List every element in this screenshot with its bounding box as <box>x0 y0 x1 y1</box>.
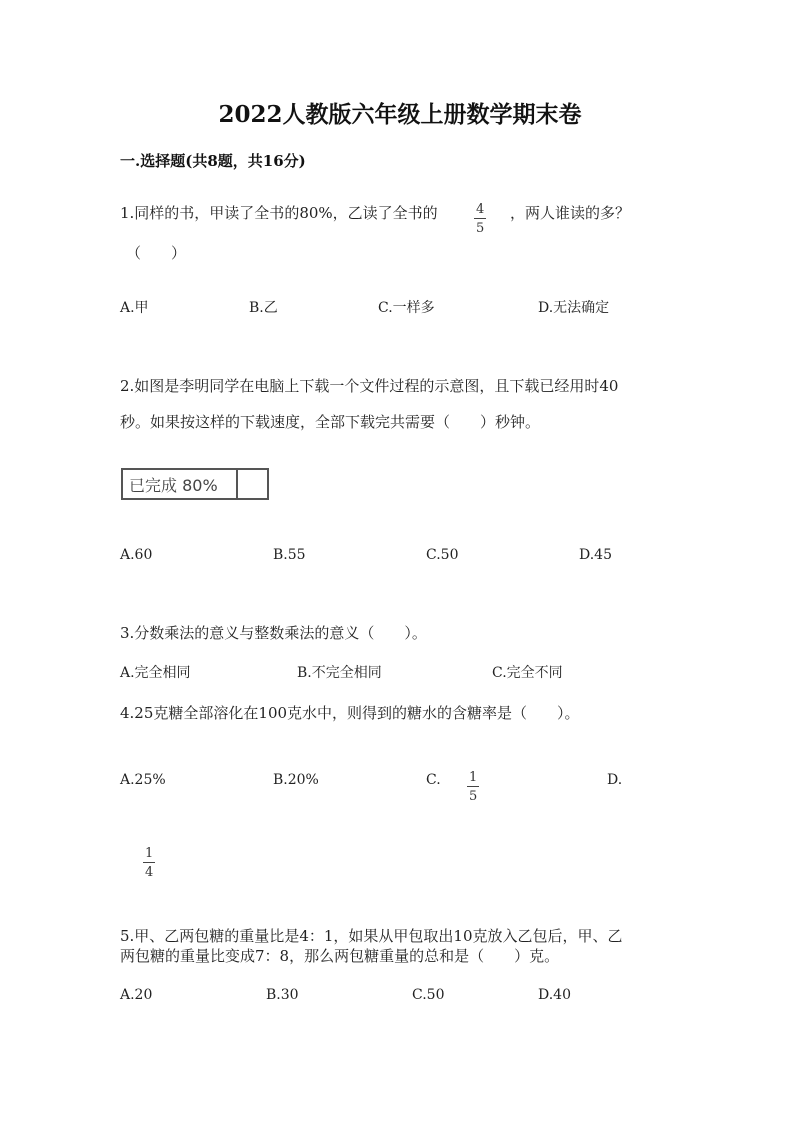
fraction-denominator: 4 <box>145 865 154 880</box>
fraction-numerator: 1 <box>469 770 478 785</box>
question-1-option-a[interactable]: A.甲 <box>120 300 149 316</box>
download-progress-fill <box>123 470 238 498</box>
question-4-stem: 4.25克糖全部溶化在100克水中，则得到的糖水的含糖率是（ ）。 <box>120 704 580 722</box>
question-4-option-a[interactable]: A.25% <box>120 772 166 788</box>
question-1-option-c[interactable]: C.一样多 <box>378 300 435 316</box>
question-1-fraction <box>474 198 486 235</box>
question-1-blank: （ ） <box>126 244 187 262</box>
question-5-stem-line2: 两包糖的重量比变成7：8，那么两包糖重量的总和是（ ）克。 <box>120 947 560 965</box>
question-3-option-a[interactable]: A.完全相同 <box>120 665 191 681</box>
question-1-option-d[interactable]: D.无法确定 <box>538 300 610 316</box>
download-progress-label: 已完成 80% <box>129 475 218 495</box>
question-5-option-d[interactable]: D.40 <box>538 987 571 1003</box>
question-4-option-d-fraction[interactable] <box>143 842 155 879</box>
question-2-stem-line2: 秒。如果按这样的下载速度，全部下载完共需要（ ）秒钟。 <box>120 413 541 431</box>
fraction-numerator: 1 <box>145 846 154 861</box>
question-4-option-b[interactable]: B.20% <box>273 772 319 788</box>
question-5-stem: 5.甲、乙两包糖的重量比是4：1，如果从甲包取出10克放入乙包后，甲、乙 <box>120 927 623 945</box>
section-heading: 一.选择题(共8题，共16分) <box>120 152 306 170</box>
question-3-stem: 3.分数乘法的意义与整数乘法的意义（ ）。 <box>120 624 427 642</box>
question-5-option-b[interactable]: B.30 <box>266 987 299 1003</box>
question-4-option-d[interactable]: D. <box>607 772 623 788</box>
question-1-stem: 1.同样的书，甲读了全书的80%，乙读了全书的 <box>120 204 438 222</box>
question-2-option-a[interactable]: A.60 <box>120 547 153 563</box>
question-4-option-c[interactable]: C. <box>426 772 441 788</box>
question-2-stem: 2.如图是李明同学在电脑上下载一个文件过程的示意图，且下载已经用时40 <box>120 377 619 395</box>
question-1-stem-end: ，两人谁读的多？ <box>510 204 631 222</box>
fraction-denominator: 5 <box>476 221 485 236</box>
question-4-option-c-fraction[interactable] <box>467 766 479 803</box>
download-progress-bar <box>121 468 269 500</box>
question-5-option-a[interactable]: A.20 <box>120 987 153 1003</box>
question-3-option-b[interactable]: B.不完全相同 <box>297 665 382 681</box>
question-2-option-c[interactable]: C.50 <box>426 547 459 563</box>
question-5-option-c[interactable]: C.50 <box>412 987 445 1003</box>
question-3-option-c[interactable]: C.完全不同 <box>492 665 563 681</box>
page-title: 2022人教版六年级上册数学期末卷 <box>218 101 582 128</box>
fraction-numerator: 4 <box>476 202 485 217</box>
question-1-option-b[interactable]: B.乙 <box>249 300 278 316</box>
question-2-option-b[interactable]: B.55 <box>273 547 306 563</box>
fraction-denominator: 5 <box>469 789 478 804</box>
question-2-option-d[interactable]: D.45 <box>579 547 612 563</box>
